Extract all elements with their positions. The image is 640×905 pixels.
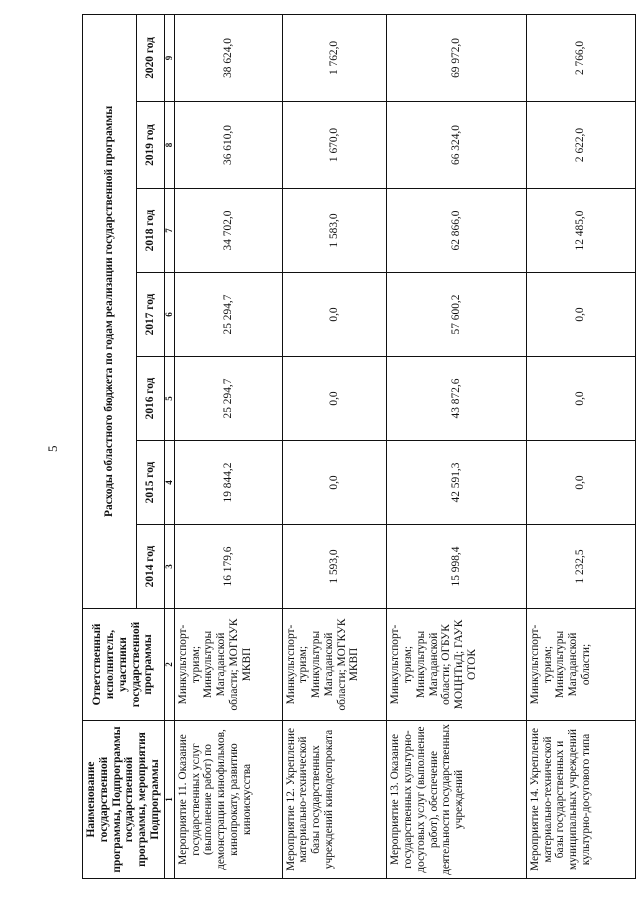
budget-table [82,14,636,879]
year-value: 0,0 [526,441,635,525]
header-year: 2019 год [137,102,164,189]
column-number: 8 [164,102,174,189]
year-value: 1 593,0 [282,525,387,609]
year-value: 2 766,0 [526,14,635,101]
year-value: 19 844,2 [174,441,282,525]
measure-executor: Минкультспорт-туризм; Минкультуры Магаданской области; ОГБУК МОЦНТиД; ГАУК ОТОК [387,609,527,721]
year-value: 43 872,6 [387,357,527,441]
measure-name: Мероприятие 14. Укрепление материально-технической базы государственных и муниципальных учреждений культурно-досугового типа [526,721,635,879]
column-number: 1 [164,721,174,879]
year-value: 69 972,0 [387,14,527,101]
header-executor: Ответственный исполнитель, участники государственной программы [83,609,165,721]
year-value: 2 622,0 [526,102,635,189]
column-number: 6 [164,273,174,357]
measure-name: Мероприятие 11. Оказание государственных услуг (выполнение работ) по демонстрации кинофильмов, кинопрокату, развитию киноискусства [174,721,282,879]
measure-name: Мероприятие 13. Оказание государственных культурно-досуговых услуг (выполнение работ), обеспечение деятельности государственных учреждений [387,721,527,879]
year-value: 15 998,4 [387,525,527,609]
year-value: 0,0 [282,357,387,441]
year-value: 0,0 [526,273,635,357]
header-year: 2017 год [137,273,164,357]
year-value: 16 179,6 [174,525,282,609]
column-number: 2 [164,609,174,721]
column-number: 3 [164,525,174,609]
year-value: 12 485,0 [526,189,635,273]
year-value: 34 702,0 [174,189,282,273]
column-number: 5 [164,357,174,441]
year-value: 38 624,0 [174,14,282,101]
year-value: 0,0 [282,273,387,357]
year-value: 25 294,7 [174,273,282,357]
header-name: Наименование государственной программы, Подпрограммы государственной программы, мероприятия Подпрограммы [83,721,165,879]
year-value: 1 232,5 [526,525,635,609]
header-year: 2018 год [137,189,164,273]
header-year: 2014 год [137,525,164,609]
column-number: 4 [164,441,174,525]
budget-table-rotated [82,15,632,879]
header-year: 2020 год [137,14,164,101]
year-value: 62 866,0 [387,189,527,273]
table-row [526,14,635,878]
year-value: 1 670,0 [282,102,387,189]
year-value: 66 324,0 [387,102,527,189]
table-row [282,14,387,878]
table-row [174,14,282,878]
year-value: 57 600,2 [387,273,527,357]
measure-executor: Минкультспорт-туризм; Минкультуры Магаданской области; [526,609,635,721]
year-value: 1 583,0 [282,189,387,273]
year-value: 42 591,3 [387,441,527,525]
header-year: 2016 год [137,357,164,441]
column-number: 7 [164,189,174,273]
year-value: 1 762,0 [282,14,387,101]
column-number: 9 [164,14,174,101]
column-number-row [164,14,174,878]
year-value: 25 294,7 [174,357,282,441]
year-value: 36 610,0 [174,102,282,189]
header-year: 2015 год [137,441,164,525]
measure-executor: Минкультспорт-туризм; Минкультуры Магаданской области; МОГКУК МКВП [174,609,282,721]
measure-name: Мероприятие 12. Укрепление материально-технической базы государственных учреждений кинодеопроката [282,721,387,879]
page-number: 5 [45,445,60,452]
year-value: 0,0 [282,441,387,525]
table-row [387,14,527,878]
year-value: 0,0 [526,357,635,441]
header-expenses: Расходы областного бюджета по годам реализации государственной программы [83,14,137,608]
measure-executor: Минкультспорт-туризм; Минкультуры Магаданской области; МОГКУК МКВП [282,609,387,721]
